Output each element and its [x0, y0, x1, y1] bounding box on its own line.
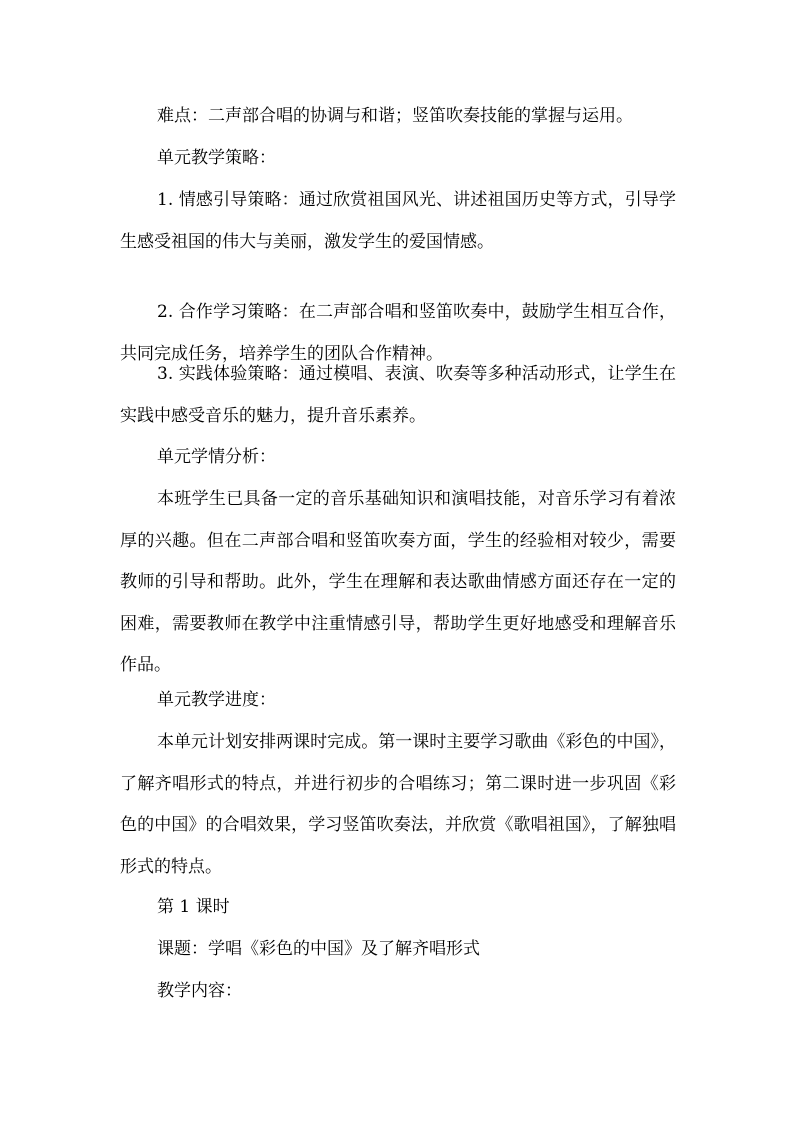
- strategy-item-1: 1. 情感引导策略：通过欣赏祖国风光、讲述祖国历史等方式，引导学生感受祖国的伟大与美丽，激发学生的爱国情感。: [120, 190, 676, 252]
- difficulty-line: 难点：二声部合唱的协调与和谐；竖笛吹奏技能的掌握与运用。: [157, 106, 633, 126]
- content-heading: 教学内容：: [157, 981, 242, 1001]
- strategy-item-3: 3. 实践体验策略：通过模唱、表演、吹奏等多种活动形式，让学生在实践中感受音乐的魅力，提升音乐素养。: [120, 364, 676, 426]
- schedule-heading: 单元教学进度：: [157, 690, 276, 710]
- strategy-heading: 单元教学策略：: [157, 148, 276, 168]
- strategy-item-2: 2. 合作学习策略：在二声部合唱和竖笛吹奏中，鼓励学生相互合作，共同完成任务，培养学生的团队合作精神。: [120, 302, 676, 364]
- analysis-body: 本班学生已具备一定的音乐基础知识和演唱技能，对音乐学习有着浓厚的兴趣。但在二声部合唱和竖笛吹奏方面，学生的经验相对较少，需要教师的引导和帮助。此外，学生在理解和表达歌曲情感方面还存在一定的困难，需要教师在教学中注重情感引导，帮助学生更好地感受和理解音乐作品。: [120, 489, 676, 675]
- analysis-heading: 单元学情分析：: [157, 447, 276, 467]
- lesson-label: 第 1 课时: [157, 897, 230, 917]
- schedule-body: 本单元计划安排两课时完成。第一课时主要学习歌曲《彩色的中国》，了解齐唱形式的特点，并进行初步的合唱练习；第二课时进一步巩固《彩色的中国》的合唱效果，学习竖笛吹奏法，并欣赏《歌唱祖国》，了解独唱形式的特点。: [120, 732, 676, 877]
- lesson-topic: 课题：学唱《彩色的中国》及了解齐唱形式: [157, 939, 480, 959]
